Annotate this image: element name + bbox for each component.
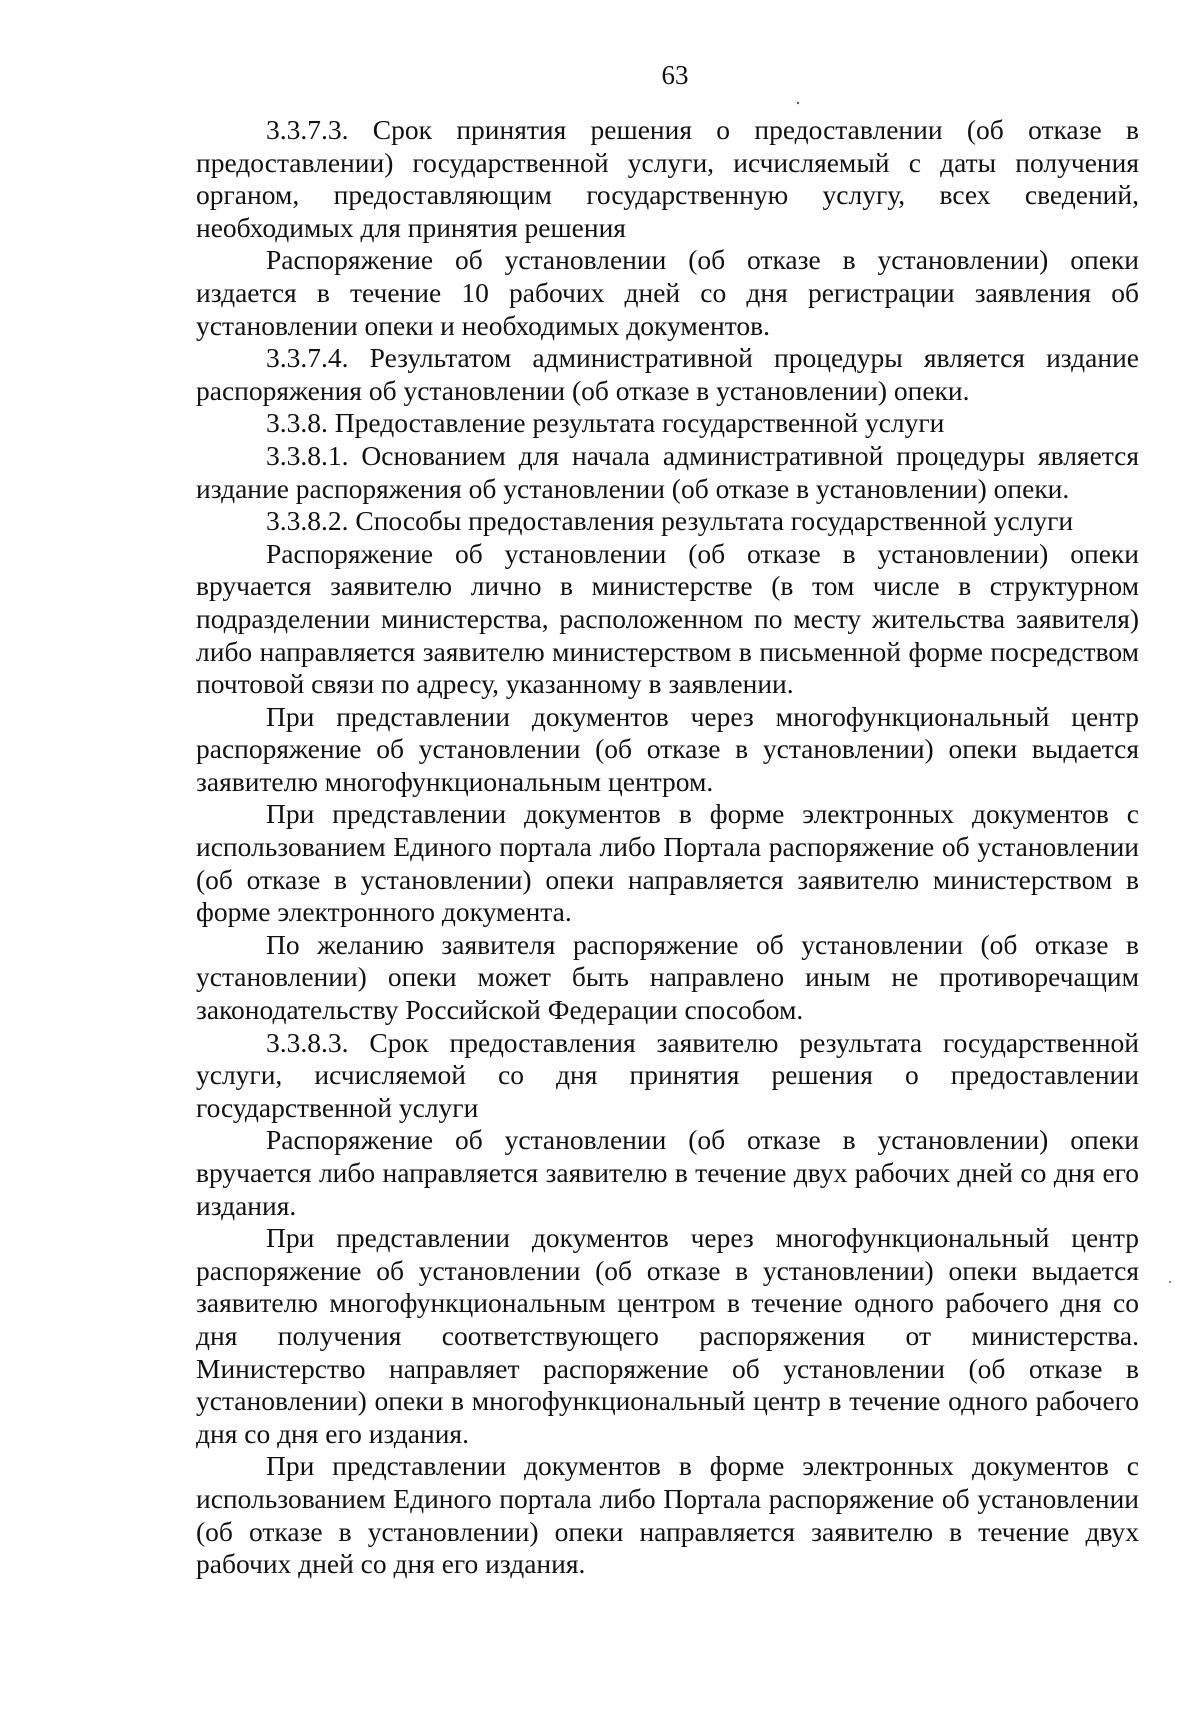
paragraph-mfc-delivery: При представлении документов через многофункциональный центр распоряжение об установлении (об отказе в установлении) опеки выдается заявителю многофункциональным центром.: [196, 700, 1139, 797]
paragraph-order-issue-term: Распоряжение об установлении (об отказе в установлении) опеки издается в течение 10 рабочих дней со дня регистрации заявления об установлении опеки и необходимых документов.: [196, 244, 1139, 341]
paragraph-delivery-term: Распоряжение об установлении (об отказе в установлении) опеки вручается либо направляется заявителю в течение двух рабочих дней со дня его издания.: [196, 1124, 1139, 1221]
paragraph-3-3-7-4: 3.3.7.4. Результатом административной процедуры является издание распоряжения об установлении (об отказе в установлении) опеки.: [196, 342, 1139, 406]
paragraph-3-3-8-1: 3.3.8.1. Основанием для начала административной процедуры является издание распоряжения об установлении (об отказе в установлении) опеки.: [196, 439, 1139, 504]
paragraph-portal-delivery: При представлении документов в форме электронных документов с использованием Единого портала либо Портала распоряжение об установлении (об отказе в установлении) опеки направляется заявителю министерством в форме электронного документа.: [196, 798, 1139, 928]
paragraph-mfc-term: При представлении документов через многофункциональный центр распоряжение об установлении (об отказе в установлении) опеки выдается заявителю многофункциональным центром в течение одного рабочего дня со дня получения соответствующего распоряжения от министерства. Министерство направляет распоряжение об установлении (об отказе в установлении) опеки в многофункциональный центр в течение одного рабочего дня со дня его издания.: [196, 1222, 1139, 1449]
paragraph-portal-term: При представлении документов в форме электронных документов с использованием Единого портала либо Портала распоряжение об установлении (об отказе в установлении) опеки направляется заявителю в течение двух рабочих дней со дня его издания.: [196, 1450, 1139, 1580]
page-number: 63: [661, 60, 689, 90]
paragraph-3-3-8-2: 3.3.8.2. Способы предоставления результата государственной услуги: [266, 505, 1074, 537]
paragraph-3-3-8-3: 3.3.8.3. Срок предоставления заявителю результата государственной услуги, исчисляемой со дня принятия решения о предоставлении государственной услуги: [196, 1026, 1139, 1123]
paragraph-other-method: По желанию заявителя распоряжение об установлении (об отказе в установлении) опеки может быть направлено иным не противоречащим законодательству Российской Федерации способом.: [196, 928, 1139, 1026]
paragraph-delivery-methods: Распоряжение об установлении (об отказе в установлении) опеки вручается заявителю лично в министерстве (в том числе в структурном подразделении министерства, расположенном по месту жительства заявителя) либо направляется заявителю министерством в письменной форме посредством почтовой связи по адресу, указанному в заявлении.: [196, 537, 1139, 700]
document-body: [196, 114, 1139, 1581]
heading-3-3-8: 3.3.8. Предоставление результата государственной услуги: [266, 407, 945, 439]
scan-speck: [1169, 1281, 1171, 1283]
paragraph-3-3-7-3: 3.3.7.3. Срок принятия решения о предоставлении (об отказе в предоставлении) государственной услуги, исчисляемый с даты получения органом, предоставляющим государственную услугу, всех сведений, необходимых для принятия решения: [196, 114, 1139, 243]
scan-speck: [797, 102, 799, 104]
